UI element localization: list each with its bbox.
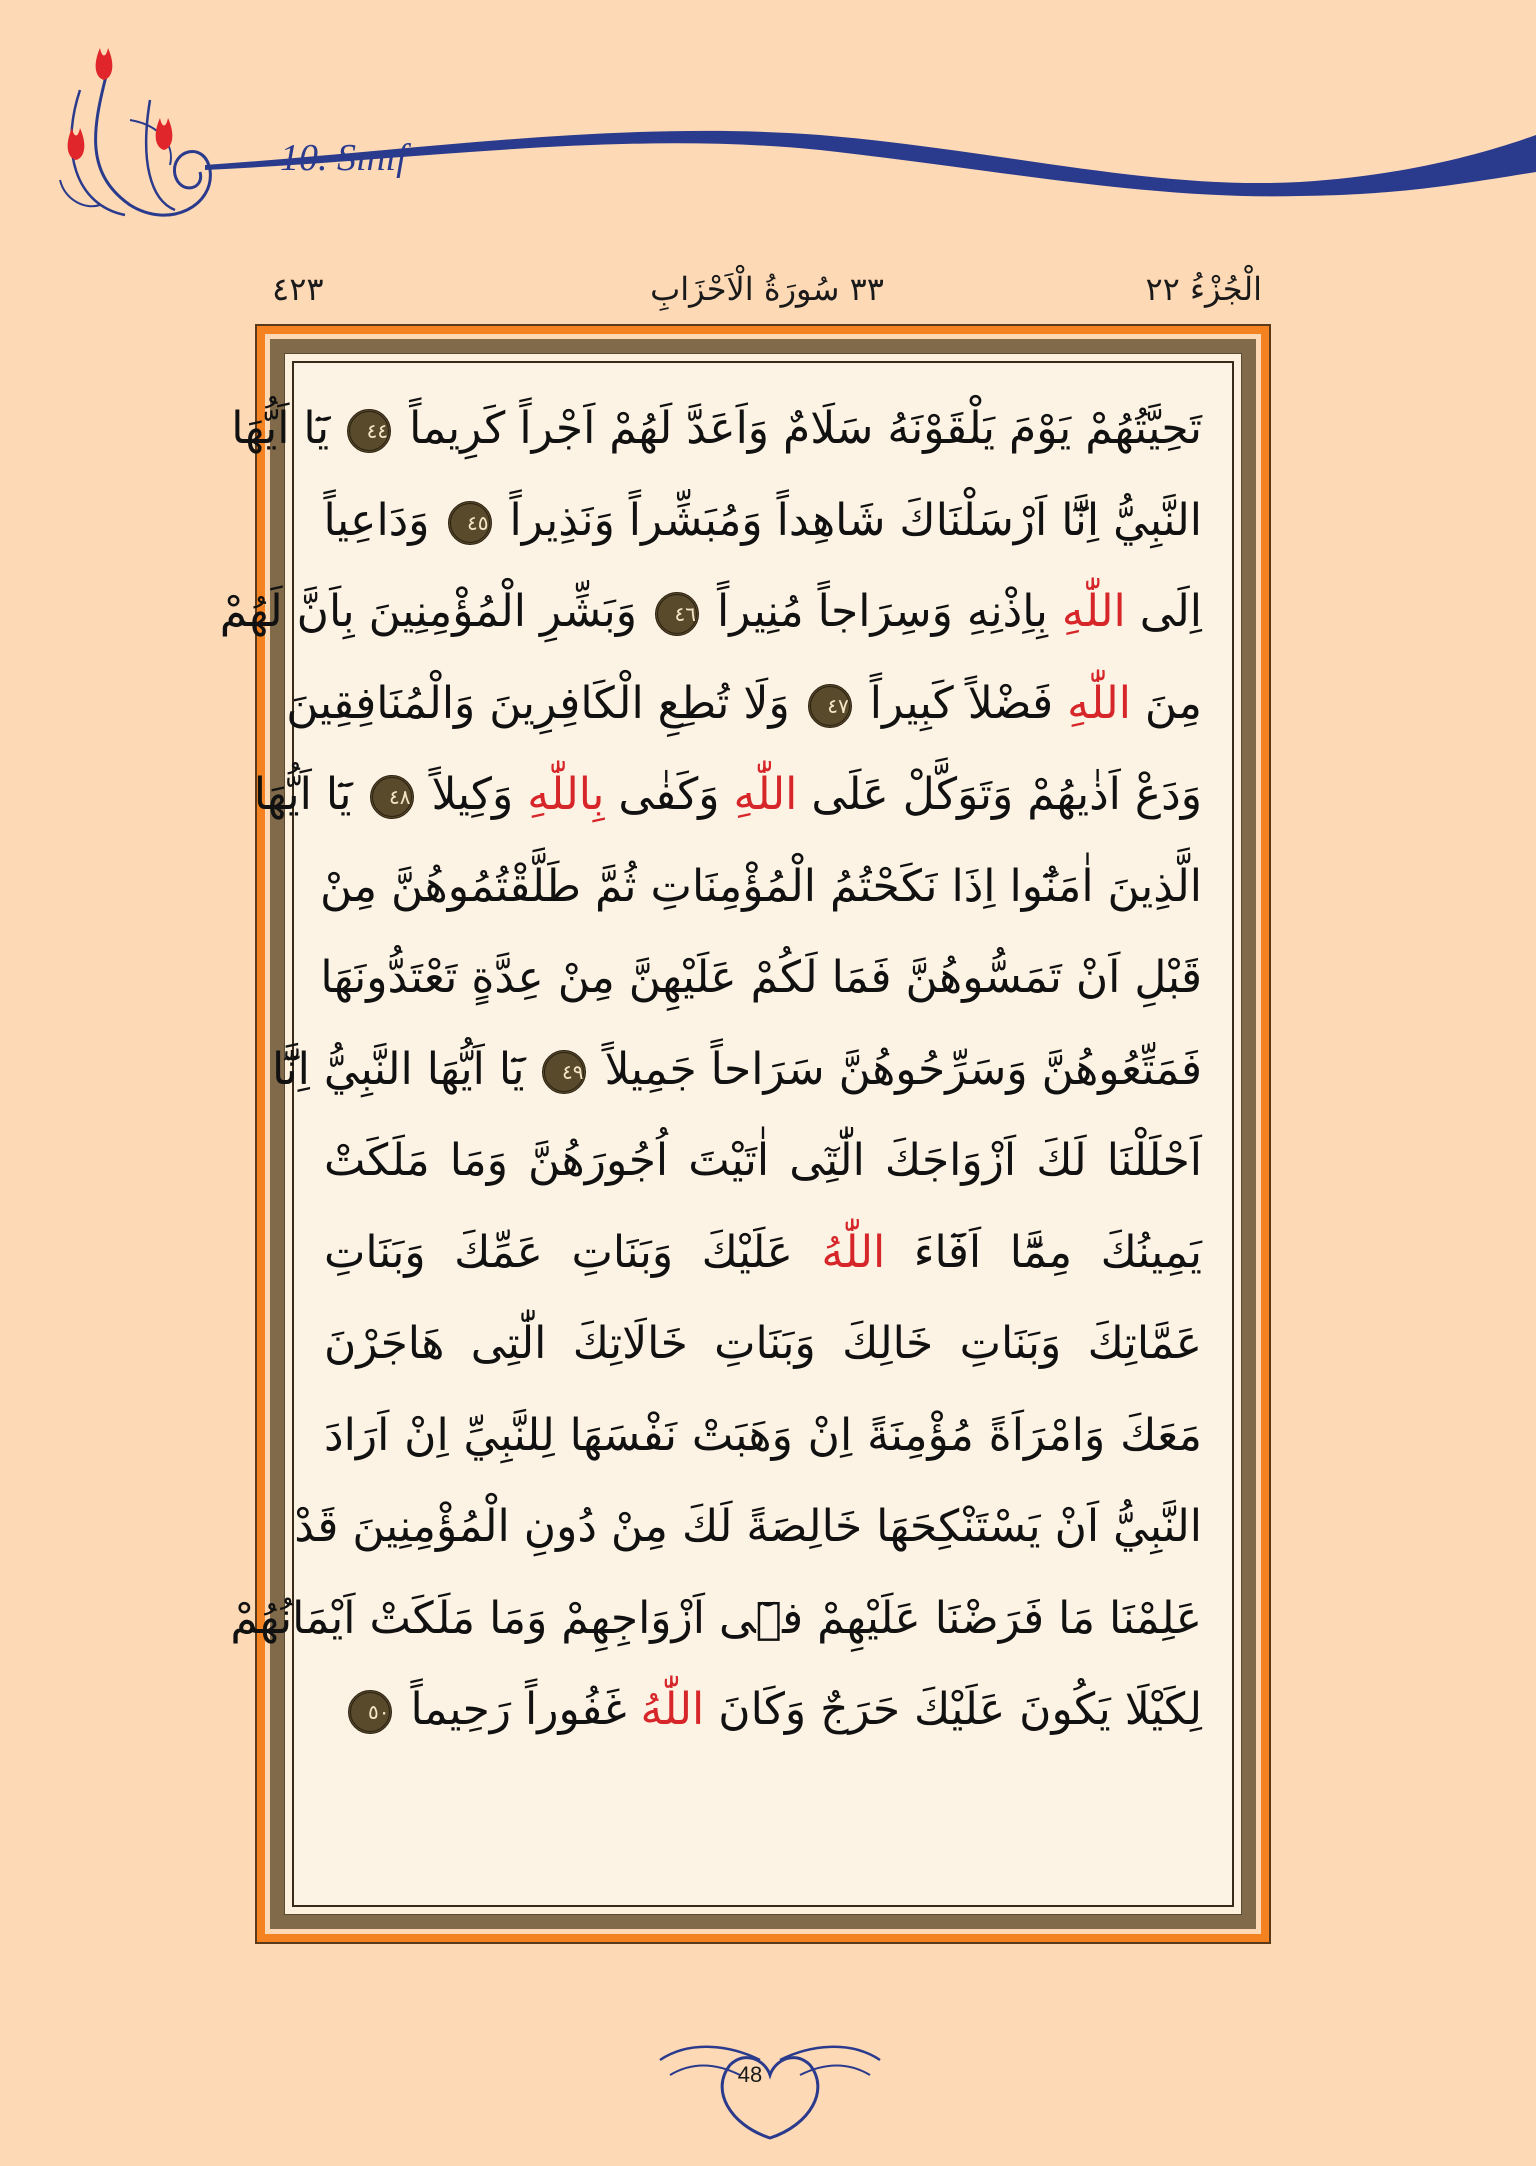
verse-line bbox=[324, 1664, 1202, 1756]
verse-line bbox=[320, 932, 1202, 1024]
text-frame bbox=[219, 324, 1271, 1944]
verse-segment: بِاِذْنِهِ وَسِرَاجاً مُنِيراً bbox=[703, 586, 1062, 637]
verse-segment: لِكَيْلَا يَكُونَ عَلَيْكَ حَرَجٌ وَكَانَ bbox=[704, 1684, 1202, 1735]
verse-segment: النَّبِيُّ اَنْ يَسْتَنْكِحَهَا خَالِصَةً لَكَ مِنْ دُونِ الْمُؤْمِنِينَ قَدْ bbox=[294, 1501, 1202, 1552]
tulip-icon bbox=[68, 48, 173, 160]
verse-segment: الَّذِينَ اٰمَنُٓوا اِذَا نَكَحْتُمُ الْمُؤْمِنَاتِ ثُمَّ طَلَّقْتُمُوهُنَّ مِنْ bbox=[320, 860, 1202, 912]
verse-segment: اَحْلَلْنَا لَكَ اَزْوَاجَكَ الّٰتِٓى اٰتَيْتَ اُجُورَهُنَّ وَمَا مَلَكَتْ bbox=[324, 1135, 1202, 1186]
verse-segment: وَدَاعِياً bbox=[323, 494, 444, 546]
page-number: 48 bbox=[737, 2062, 763, 2087]
verse-segment: يَمِينُكَ مِمَّٓا اَفَٓاءَ bbox=[885, 1226, 1202, 1278]
verse-segment: وَكِيلاً bbox=[417, 769, 528, 820]
verse-line bbox=[324, 1298, 1202, 1390]
footer-ornament bbox=[650, 2030, 890, 2140]
verse-number-marker: ٤٨ bbox=[370, 775, 414, 819]
page-number-arabic: ٤٢٣ bbox=[272, 270, 324, 308]
surah-title: ٣٣ سُورَةُ الْاَحْزَابِ bbox=[650, 270, 884, 308]
verse-segment: وَكَفٰى bbox=[604, 769, 734, 820]
verse-segment: قَبْلِ اَنْ تَمَسُّوهُنَّ فَمَا لَكُمْ عَلَيْهِنَّ مِنْ عِدَّةٍ تَعْتَدُّونَهَا bbox=[320, 952, 1202, 1003]
divine-name: اللّٰهِ bbox=[1061, 586, 1126, 637]
verse-segment: عَلِمْنَا مَا فَرَضْنَا عَلَيْهِمْ فٖٓى اَزْوَاجِهِمْ وَمَا مَلَكَتْ اَيْمَانُهُمْ bbox=[230, 1592, 1202, 1644]
verse-number-marker: ٤٥ bbox=[448, 501, 492, 545]
juz-label: الْجُزْءُ ٢٢ bbox=[1145, 270, 1262, 308]
verse-segment: وَدَعْ اَذٰيهُمْ وَتَوَكَّلْ عَلَى bbox=[797, 769, 1202, 820]
verse-line bbox=[324, 475, 1202, 567]
verse-line bbox=[231, 383, 1202, 475]
verse-line bbox=[324, 1115, 1202, 1207]
verse-segment: يَٓا اَيُّهَا النَّبِيُّ اِنَّٓا bbox=[271, 1043, 539, 1095]
class-label: 10. Sınıf bbox=[280, 137, 407, 179]
verse-line bbox=[324, 1390, 1202, 1482]
verse-line bbox=[324, 1207, 1202, 1299]
verse-segment: عَلَيْكَ وَبَنَاتِ عَمِّكَ وَبَنَاتِ bbox=[324, 1226, 822, 1278]
verse-segment: وَلَا تُطِعِ الْكَافِرِينَ وَالْمُنَافِقِينَ bbox=[286, 677, 804, 729]
verse-segment: فَضْلاً كَبِيراً bbox=[855, 677, 1068, 729]
verse-line bbox=[230, 1573, 1202, 1665]
verse-text bbox=[219, 383, 1202, 1756]
verse-segment: تَحِيَّتُهُمْ يَوْمَ يَلْقَوْنَهُ سَلَامٌ وَاَعَدَّ لَهُمْ اَجْراً كَرِيماً bbox=[395, 403, 1202, 454]
verse-line bbox=[219, 566, 1202, 658]
verse-segment: وَبَشِّرِ الْمُؤْمِنِينَ بِاَنَّ لَهُمْ bbox=[219, 586, 652, 637]
verse-line bbox=[286, 658, 1202, 750]
divine-name: اللّٰهِ bbox=[733, 769, 798, 820]
verse-number-marker: ٤٤ bbox=[347, 409, 391, 453]
verse-line bbox=[294, 1481, 1202, 1573]
divine-name: اللّٰهُ bbox=[821, 1226, 886, 1278]
verse-segment: غَفُوراً رَحِيماً bbox=[396, 1684, 641, 1735]
divine-name: بِاللّٰهِ bbox=[527, 769, 605, 820]
verse-line bbox=[320, 841, 1202, 933]
verse-line bbox=[271, 1024, 1202, 1116]
header-ornament bbox=[0, 0, 1536, 240]
verse-segment: يَٓا اَيُّهَا bbox=[231, 403, 344, 454]
verse-segment: فَمَتِّعُوهُنَّ وَسَرِّحُوهُنَّ سَرَاحاً جَمِيلاً bbox=[590, 1043, 1202, 1095]
verse-number-marker: ٤٦ bbox=[655, 592, 699, 636]
verse-segment: النَّبِيُّ اِنَّٓا اَرْسَلْنَاكَ شَاهِداً وَمُبَشِّراً وَنَذِيراً bbox=[495, 494, 1202, 546]
verse-segment: اِلَى bbox=[1125, 586, 1202, 637]
verse-number-marker: ٤٩ bbox=[542, 1050, 586, 1094]
divine-name: اللّٰهِ bbox=[1067, 677, 1131, 729]
verse-line bbox=[253, 749, 1202, 841]
verse-segment: مِنَ bbox=[1130, 677, 1202, 729]
verse-segment: مَعَكَ وَامْرَاَةً مُؤْمِنَةً اِنْ وَهَبَتْ نَفْسَهَا لِلنَّبِيِّ اِنْ اَرَادَ bbox=[324, 1409, 1202, 1461]
divine-name: اللّٰهُ bbox=[640, 1684, 705, 1735]
verse-segment: عَمَّاتِكَ وَبَنَاتِ خَالِكَ وَبَنَاتِ خَالَاتِكَ الّٰتِى هَاجَرْنَ bbox=[324, 1318, 1202, 1369]
verse-number-marker: ٥٠ bbox=[348, 1690, 392, 1734]
page-header bbox=[272, 270, 1262, 314]
verse-segment: يَٓا اَيُّهَا bbox=[253, 769, 366, 820]
verse-number-marker: ٤٧ bbox=[808, 684, 852, 728]
